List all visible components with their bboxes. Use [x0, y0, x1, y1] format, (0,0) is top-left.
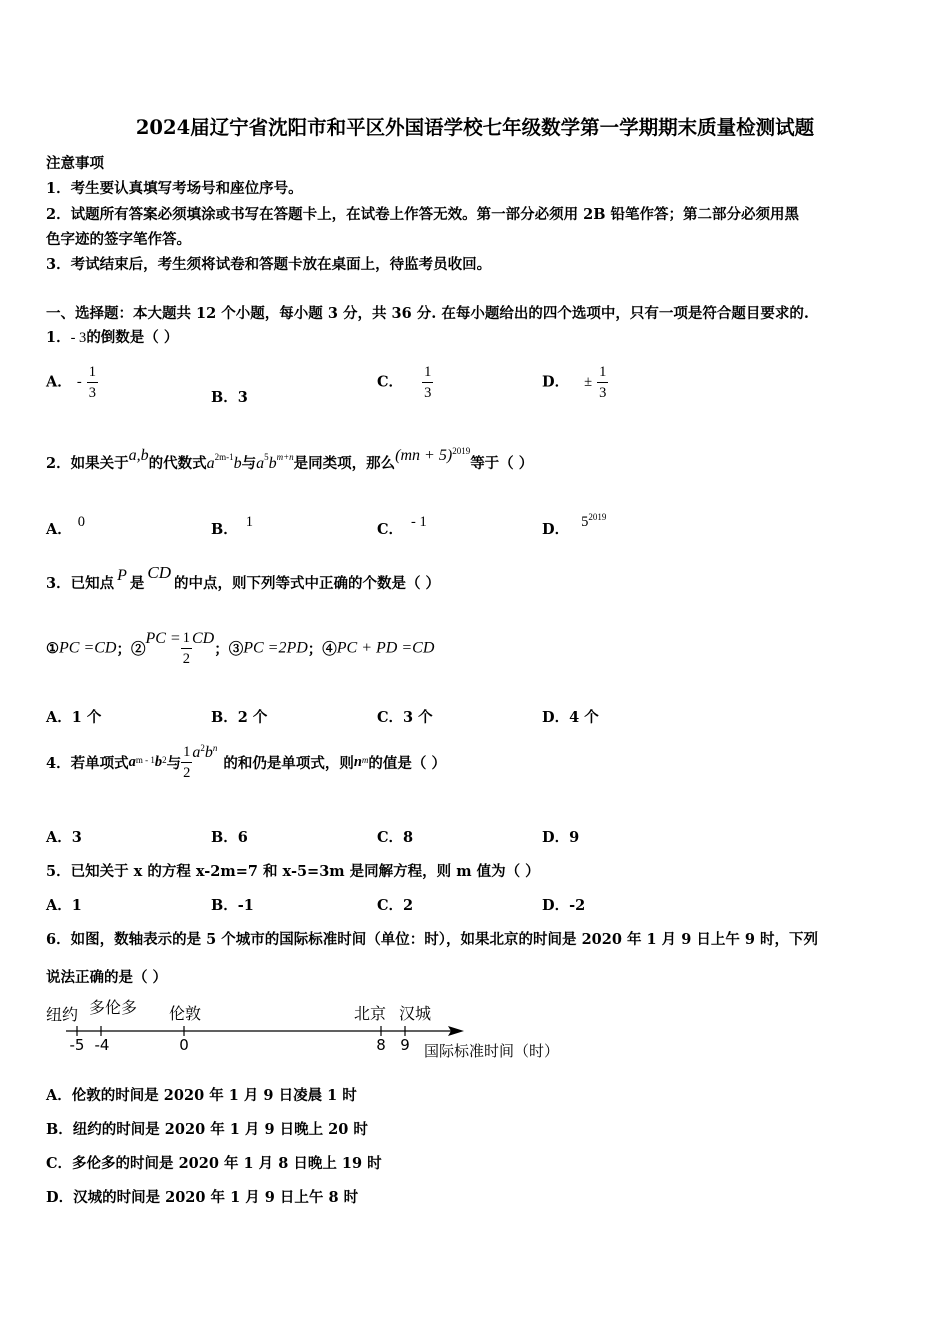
q2-option-b: B． 1	[211, 514, 254, 538]
q2-option-a: A． 0	[46, 514, 86, 538]
q4-option-c: C．8	[377, 829, 414, 846]
notice-item: 色字迹的签字笔作答。	[46, 231, 191, 248]
q4-stem: 4．若单项式$a^{m - 1}b^2$与 $\frac{1}{2}$ $a^2b^n$的和仍是单项式，则$n^m$的值是（ ）	[46, 742, 446, 781]
q5-option-d: D．-2	[542, 897, 586, 914]
q6-stem-cont: 说法正确的是（ ）	[46, 969, 168, 986]
q3-option-b: B．2 个	[211, 709, 268, 726]
q2-option-d: D． $5^{2019}$	[542, 512, 607, 538]
notice-heading: 注意事项	[46, 155, 104, 172]
q1-option-c: C． $\frac{1}{3}$	[377, 364, 432, 401]
q6-option-c: C．多伦多的时间是 2020 年 1 月 8 日晚上 19 时	[46, 1155, 382, 1172]
city-label: 北京	[354, 1004, 387, 1023]
q2-option-c: C． - 1	[377, 514, 427, 538]
q2-stem: 2．如果关于a,b的代数式$a^{2m-1}b$与$a^5b^{m+n}$是同类项，那么(mn + 5)$^{2019}$等于（ ）	[46, 446, 534, 472]
tick-label: 0	[179, 1036, 189, 1054]
q1-stem: 1．- 3的倒数是（ ）	[46, 329, 179, 346]
city-label: 多伦多	[89, 998, 138, 1017]
q5-option-c: C．2	[377, 897, 414, 914]
q5-option-a: A．1	[46, 897, 82, 914]
notice-item: 3．考试结束后，考生须将试卷和答题卡放在桌面上，待监考员收回。	[46, 256, 492, 273]
q6-stem: 6．如图，数轴表示的是 5 个城市的国际标准时间（单位：时），如果北京的时间是 2020 年 1 月 9 日上午 9 时，下列	[46, 931, 819, 948]
city-label: 伦敦	[169, 1004, 202, 1023]
tick-label: 9	[400, 1036, 410, 1054]
q1-option-a: A． - $\frac{1}{3}$	[46, 364, 96, 401]
q4-option-b: B．6	[211, 829, 248, 846]
tick-label: -4	[94, 1036, 110, 1054]
city-label: 汉城	[399, 1004, 432, 1023]
q6-option-d: D．汉城的时间是 2020 年 1 月 9 日上午 8 时	[46, 1189, 359, 1206]
tick-label: -5	[69, 1036, 85, 1054]
q6-option-a: A．伦敦的时间是 2020 年 1 月 9 日凌晨 1 时	[46, 1087, 357, 1104]
q4-option-d: D．9	[542, 829, 580, 846]
q3-stem: 3．已知点 P 是CD的中点，则下列等式中正确的个数是（ ）	[46, 563, 441, 592]
q1-option-b: B．3	[211, 389, 248, 406]
q1-option-d: D． ± $\frac{1}{3}$	[542, 364, 607, 401]
q5-stem: 5．已知关于 x 的方程 x-2m=7 和 x-5=3m 是同解方程，则 m 值为（ ）	[46, 863, 540, 880]
section-heading: 一、选择题：本大题共 12 个小题，每小题 3 分，共 36 分. 在每小题给出的四个选项中，只有一项是符合题目要求的.	[46, 305, 809, 322]
city-label: 纽约	[46, 1005, 79, 1024]
q3-option-d: D．4 个	[542, 709, 599, 726]
page-title: 2024届辽宁省沈阳市和平区外国语学校七年级数学第一学期期末质量检测试题	[135, 116, 815, 139]
q6-option-b: B．纽约的时间是 2020 年 1 月 9 日晚上 20 时	[46, 1121, 368, 1138]
q5-option-b: B．-1	[211, 897, 254, 914]
number-line-figure	[40, 992, 600, 1067]
tick-label: 8	[376, 1036, 386, 1054]
notice-item: 1．考生要认真填写考场号和座位序号。	[46, 180, 303, 197]
q3-statements: ①PC =CD；②PC = $\frac{1}{2}$ CD；③PC =2PD；④PC + PD =CD	[46, 629, 435, 667]
q3-option-c: C．3 个	[377, 709, 433, 726]
q4-option-a: A．3	[46, 829, 82, 846]
notice-item: 2．试题所有答案必须填涂或书写在答题卡上，在试卷上作答无效。第一部分必须用 2B 铅笔作答；第二部分必须用黑	[46, 206, 800, 223]
q3-option-a: A．1 个	[46, 709, 102, 726]
axis-unit-label: 国际标准时间（时）	[424, 1042, 560, 1060]
